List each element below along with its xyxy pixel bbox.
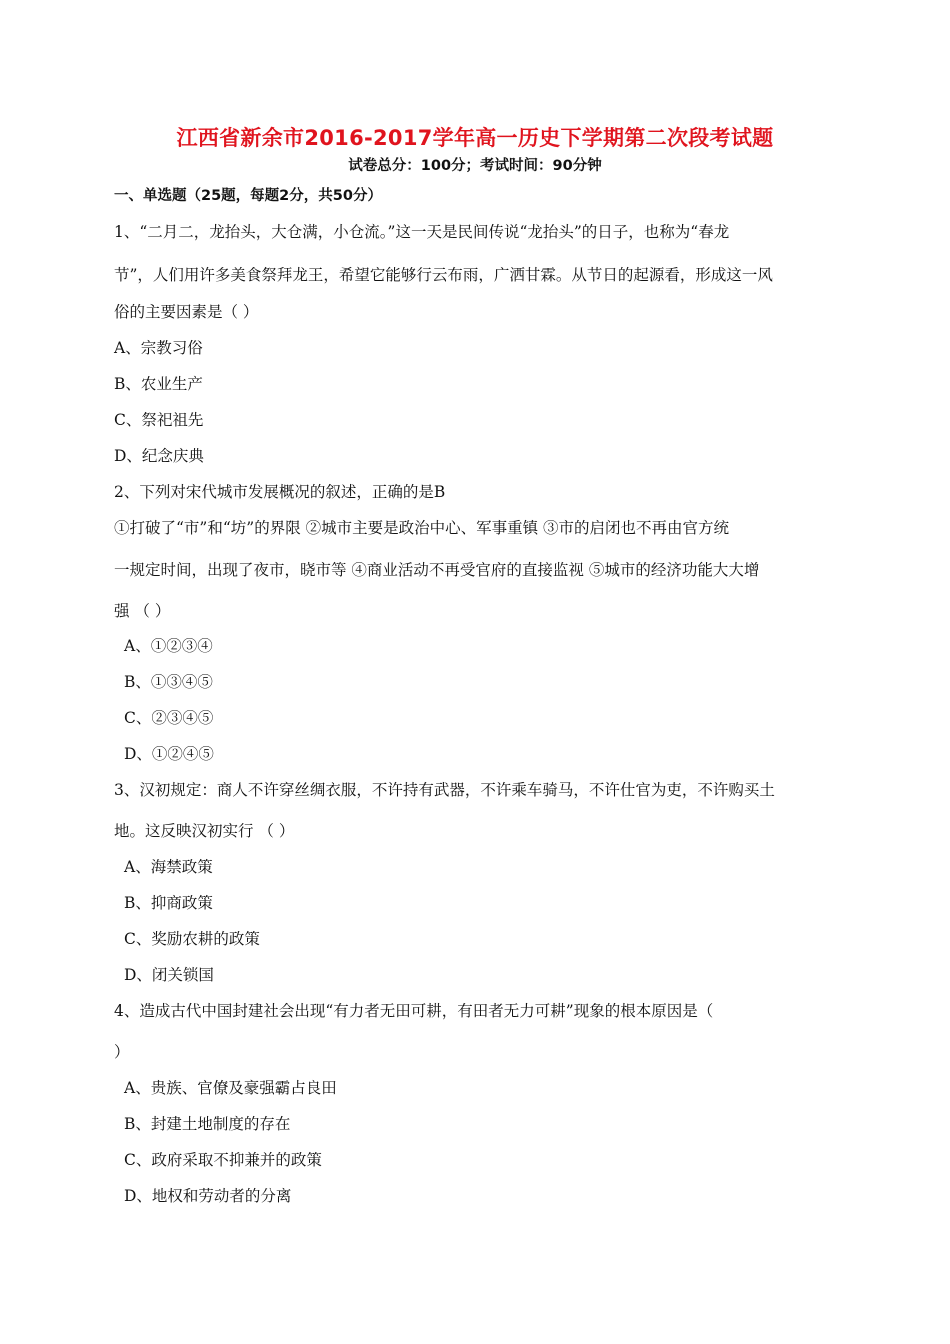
question-2-line-1: 2、下列对宋代城市发展概况的叙述，正确的是B bbox=[114, 483, 446, 501]
question-2-line-2: ①打破了“市”和“坊”的界限 ②城市主要是政治中心、军事重镇 ③市的启闭也不再由官方统 bbox=[114, 519, 730, 537]
question-3-option-a: A、海禁政策 bbox=[124, 858, 213, 876]
section-heading: 一、单选题（25题，每题2分，共50分） bbox=[114, 188, 382, 204]
question-2-line-4: 强 （ ） bbox=[114, 602, 171, 620]
question-1-line-3: 俗的主要因素是（ ） bbox=[114, 303, 259, 321]
question-3-line-1: 3、汉初规定：商人不许穿丝绸衣服，不许持有武器，不许乘车骑马，不许仕官为吏，不许购买土 bbox=[114, 781, 775, 799]
question-3-option-c: C、奖励农耕的政策 bbox=[124, 930, 260, 948]
question-3-option-b: B、抑商政策 bbox=[124, 894, 213, 912]
exam-info: 试卷总分：100分；考试时间：90分钟 bbox=[348, 158, 602, 174]
question-1-option-a: A、宗教习俗 bbox=[114, 339, 203, 357]
question-1-line-1: 1、“二月二，龙抬头，大仓满，小仓流。”这一天是民间传说“龙抬头”的日子，也称为“春龙 bbox=[114, 223, 730, 241]
question-3-option-d: D、闭关锁国 bbox=[124, 966, 214, 984]
question-4-line-1: 4、造成古代中国封建社会出现“有力者无田可耕，有田者无力可耕”现象的根本原因是（ bbox=[114, 1002, 714, 1020]
question-1-option-c: C、祭祀祖先 bbox=[114, 411, 204, 429]
question-1-option-d: D、纪念庆典 bbox=[114, 447, 204, 465]
question-4-line-2: ） bbox=[114, 1043, 130, 1061]
question-2-option-c: C、②③④⑤ bbox=[124, 709, 214, 727]
question-2-line-3: 一规定时间，出现了夜市，晓市等 ④商业活动不再受官府的直接监视 ⑤城市的经济功能大大增 bbox=[114, 561, 760, 579]
question-4-option-c: C、政府采取不抑兼并的政策 bbox=[124, 1151, 322, 1169]
question-2-option-a: A、①②③④ bbox=[124, 637, 213, 655]
question-1-option-b: B、农业生产 bbox=[114, 375, 203, 393]
question-1-line-2: 节”，人们用许多美食祭拜龙王，希望它能够行云布雨，广洒甘霖。从节日的起源看，形成这一风 bbox=[114, 266, 773, 284]
question-3-line-2: 地。这反映汉初实行 （ ） bbox=[114, 822, 295, 840]
question-2-option-b: B、①③④⑤ bbox=[124, 673, 213, 691]
question-4-option-d: D、地权和劳动者的分离 bbox=[124, 1187, 292, 1205]
question-4-option-a: A、贵族、官僚及豪强霸占良田 bbox=[124, 1079, 337, 1097]
page-title: 江西省新余市2016-2017学年高一历史下学期第二次段考试题 bbox=[176, 126, 774, 150]
question-4-option-b: B、封建土地制度的存在 bbox=[124, 1115, 291, 1133]
question-2-option-d: D、①②④⑤ bbox=[124, 745, 214, 763]
